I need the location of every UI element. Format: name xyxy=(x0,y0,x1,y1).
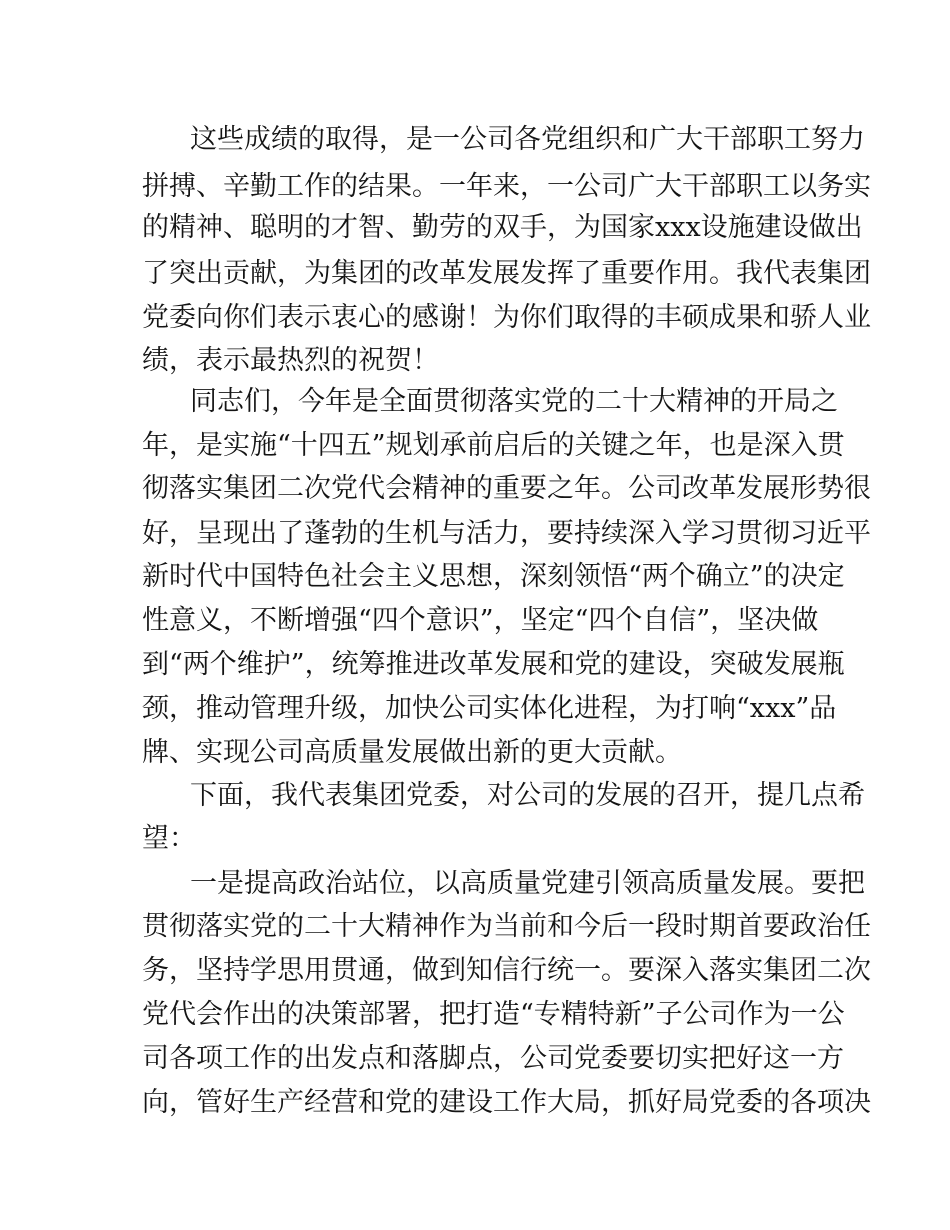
paragraph-1-line-4: 了突出贡献，为集团的改革发展发挥了重要作用。我代表集团 xyxy=(142,258,871,289)
paragraph-1-line-6: 绩，表示最热烈的祝贺！ xyxy=(142,345,439,376)
paragraph-2-line-5: 新时代中国特色社会主义思想，深刻领悟“两个确立”的决定 xyxy=(142,561,845,592)
paragraph-2-line-8: 颈，推动管理升级，加快公司实体化进程，为打响“xxx”品 xyxy=(142,693,837,724)
paragraph-2-line-7: 到“两个维护”，统筹推进改革发展和党的建设，突破发展瓶 xyxy=(142,649,845,680)
paragraph-2-line-6: 性意义，不断增强“四个意识”，坚定“四个自信”，坚决做 xyxy=(142,605,819,636)
paragraph-4-line-4: 党代会作出的决策部署，把打造“专精特新”子公司作为一公 xyxy=(142,999,845,1030)
paragraph-1-line-3: 的精神、聪明的才智、勤劳的双手，为国家xxx设施建设做出 xyxy=(142,212,863,243)
paragraph-4-line-6: 向，管好生产经营和党的建设工作大局，抓好局党委的各项决 xyxy=(142,1087,871,1118)
paragraph-1-line-1: 这些成绩的取得，是一公司各党组织和广大干部职工努力 xyxy=(190,124,865,155)
paragraph-3-line-2: 望： xyxy=(142,823,196,854)
paragraph-1-line-5: 党委向你们表示衷心的感谢！为你们取得的丰硕成果和骄人业 xyxy=(142,302,871,333)
paragraph-4-line-1: 一是提高政治站位，以高质量党建引领高质量发展。要把 xyxy=(190,868,865,899)
paragraph-2-line-9: 牌、实现公司高质量发展做出新的更大贡献。 xyxy=(142,737,682,768)
paragraph-4-line-3: 务，坚持学思用贯通，做到知信行统一。要深入落实集团二次 xyxy=(142,955,871,986)
paragraph-4-line-2: 贯彻落实党的二十大精神作为当前和今后一段时期首要政治任 xyxy=(142,911,871,942)
paragraph-2-line-1: 同志们，今年是全面贯彻落实党的二十大精神的开局之 xyxy=(190,386,838,417)
paragraph-1-line-2: 拼搏、辛勤工作的结果。一年来，一公司广大干部职工以务实 xyxy=(142,171,871,202)
paragraph-2-line-2: 年，是实施“十四五”规划承前启后的关键之年，也是深入贯 xyxy=(142,430,845,461)
paragraph-4-line-5: 司各项工作的出发点和落脚点，公司党委要切实把好这一方 xyxy=(142,1043,844,1074)
paragraph-3-line-1: 下面，我代表集团党委，对公司的发展的召开，提几点希 xyxy=(190,780,865,811)
paragraph-2-line-3: 彻落实集团二次党代会精神的重要之年。公司改革发展形势很 xyxy=(142,473,871,504)
paragraph-2-line-4: 好，呈现出了蓬勃的生机与活力，要持续深入学习贯彻习近平 xyxy=(142,518,871,549)
